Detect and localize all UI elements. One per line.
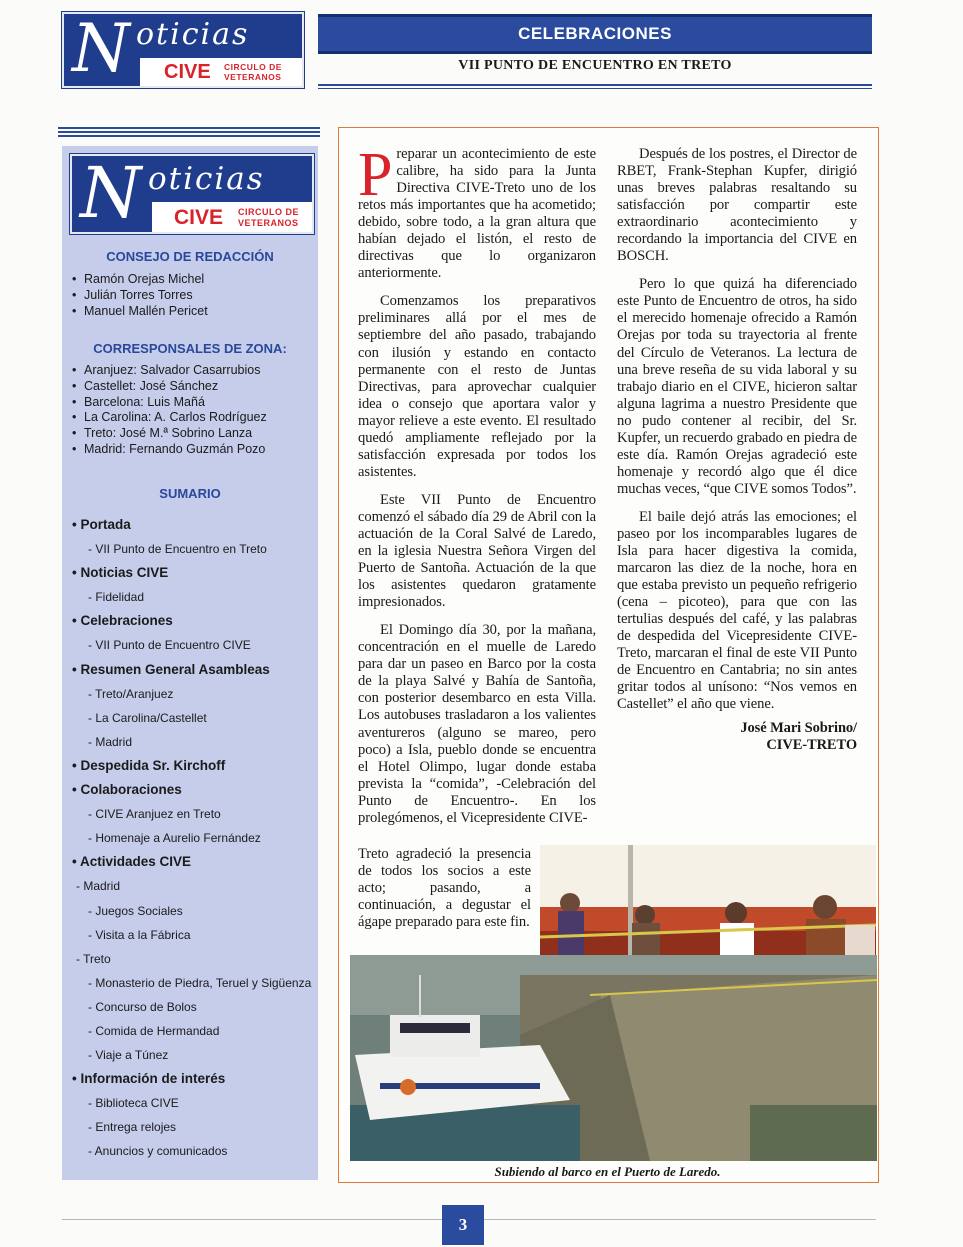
footer-rule-left bbox=[62, 1219, 442, 1220]
article-right-column bbox=[617, 146, 857, 754]
paragraph: Comenzamos los preparativos preliminares allá por el mes de septiembre del año pasado, trabajando con ilusión y estando en contacto permanente con el resto de Juntas Directivas, para aprovechar cualquier idea o consejo que aportara valor y mayor relieve a este evento. El resultado quedó ampliamente reflejado por la satisfacción expresada por todos los asistentes. bbox=[358, 293, 596, 480]
footer-rule-right bbox=[484, 1219, 876, 1220]
sidebar-logo-sub-1: CIRCULO DE bbox=[238, 207, 299, 217]
sumario-item: - Homenaje a Aurelio Fernández bbox=[88, 831, 261, 846]
sidebar-logo-cive: CIVE bbox=[174, 206, 224, 229]
paragraph: Este VII Punto de Encuentro comenzó el sábado día 29 de Abril con la actuación de la Coral Salvé de Laredo, en la iglesia Nuestra Señora Virgen del Puerto de Santoña. Actuación de la que los asistentes quedaron gratamente impresionados. bbox=[358, 491, 596, 611]
sumario-item: • Despedida Sr. Kirchoff bbox=[72, 757, 226, 773]
sumario-item: - Madrid bbox=[88, 734, 133, 749]
sumario-item: - Monasterio de Piedra, Teruel y Sigüenza bbox=[88, 975, 312, 990]
list-item: • Barcelona: Luis Mañá bbox=[72, 394, 205, 409]
sumario-item: - Juegos Sociales bbox=[88, 903, 183, 918]
sumario-item: - Entrega relojes bbox=[88, 1120, 177, 1135]
signature-1: José Mari Sobrino/ bbox=[740, 719, 857, 736]
sumario-item: - La Carolina/Castellet bbox=[88, 710, 207, 725]
group-photo bbox=[540, 845, 876, 957]
sumario-item: - Biblioteca CIVE bbox=[88, 1096, 179, 1111]
sumario-item: - Concurso de Bolos bbox=[88, 999, 197, 1014]
list-item: • Castellet: José Sánchez bbox=[72, 378, 219, 393]
sidebar bbox=[62, 146, 318, 1180]
header-logo bbox=[62, 12, 304, 88]
paragraph: El baile dejó atrás las emociones; el paseo por los incomparables lugares de Isla para hacer digestiva la comida, marcaron las diez de la noche, hora en que estaba previsto un pequeño refrigerio (cena – picoteo), para que con las tertulias después del café, y las palabras de despedida del Vicepresidente CIVE-Treto, marcaran el final de este VII Punto de Encuentro en Cantabria; no sin antes gritar todos al unísono: “Nos vemos en Castellet” el año que viene. bbox=[617, 508, 857, 713]
logo-sub-2: VETERANOS bbox=[224, 72, 282, 82]
sumario-item: - Fidelidad bbox=[88, 590, 145, 605]
sumario-item: - Visita a la Fábrica bbox=[88, 927, 191, 942]
list-item: • Treto: José M.ª Sobrino Lanza bbox=[72, 426, 253, 441]
list-item: • Ramón Orejas Michel bbox=[72, 272, 205, 286]
page-number: 3 bbox=[442, 1205, 484, 1245]
photo-caption: Subiendo al barco en el Puerto de Laredo. bbox=[494, 1164, 721, 1179]
sumario-title: SUMARIO bbox=[159, 486, 221, 501]
sidebar-logo-sub-2: VETERANOS bbox=[238, 218, 299, 228]
list-item: • La Carolina: A. Carlos Rodríguez bbox=[72, 410, 267, 425]
list-item: • Manuel Mallén Pericet bbox=[72, 303, 208, 318]
article-left-column-tail bbox=[358, 846, 531, 942]
drop-cap: P bbox=[358, 141, 393, 209]
boat-photo-image bbox=[350, 955, 877, 1161]
title-rule bbox=[318, 84, 872, 86]
sumario-item: - Treto/Aranjuez bbox=[88, 686, 174, 701]
signature-2: CIVE-TRETO bbox=[766, 736, 857, 753]
paragraph: El Domingo día 30, por la mañana, concentración en el muelle de Laredo para dar un paseo en Barco por la costa de la playa Salvé y Bahía de Santoña, con posterior desembarco en esta Villa. Los autobuses trasladaron a los valientes aventureros (alguno se mareo, pero poco) a Isla, pueblo donde se encuentra el Hotel Olimpo, lugar donde estaba prevista la “comida”, -Celebración del Punto de Encuentro-. En los prolegómenos, el Vicepresidente CIVE- bbox=[358, 622, 596, 826]
sumario-item: - Anuncios y comunicados bbox=[88, 1144, 228, 1159]
boat-photo bbox=[350, 955, 877, 1161]
paragraph: Treto agradeció la presencia de todos los socios a este acto; pasando, a continuación, a degustar el ágape preparado para este fin. bbox=[358, 846, 531, 931]
section-bar: CELEBRACIONES bbox=[318, 14, 872, 54]
sumario-item: - Treto bbox=[76, 951, 111, 966]
sumario-list bbox=[72, 513, 316, 1164]
sidebar-logo bbox=[70, 154, 314, 234]
sumario-item: - Viaje a Túnez bbox=[88, 1048, 169, 1063]
sumario-item: • Información de interés bbox=[72, 1071, 226, 1087]
paragraph: Después de los postres, el Director de RBET, Frank-Stephan Kupfer, dirigió unas breves palabras resaltando su satisfacción por compartir este extraordinario acontecimiento y recordando la importancia del CIVE en BOSCH. bbox=[617, 146, 857, 265]
consejo-title: CONSEJO DE REDACCIÓN bbox=[106, 249, 274, 264]
title-rule-thin bbox=[318, 88, 872, 89]
logo-sub-1: CIRCULO DE bbox=[224, 62, 282, 72]
sumario-item: • Portada bbox=[72, 517, 131, 532]
sumario-item: • Noticias CIVE bbox=[72, 565, 169, 581]
sumario-item: - CIVE Aranjuez en Treto bbox=[88, 807, 221, 822]
sumario-item: • Actividades CIVE bbox=[72, 854, 192, 870]
sumario-item: - VII Punto de Encuentro en Treto bbox=[88, 542, 267, 557]
corresponsales-title: CORRESPONSALES DE ZONA: bbox=[93, 341, 287, 356]
logo-word: oticias bbox=[136, 17, 250, 52]
sumario-item: • Resumen General Asambleas bbox=[72, 661, 270, 677]
article-left-column bbox=[358, 141, 596, 827]
sidebar-top-rules bbox=[58, 127, 320, 139]
sumario-item: • Celebraciones bbox=[72, 613, 173, 629]
logo-letter: N bbox=[72, 10, 130, 87]
sidebar-logo-word: oticias bbox=[148, 161, 265, 197]
sumario-item: - Madrid bbox=[76, 879, 121, 894]
list-item: • Aranjuez: Salvador Casarrubios bbox=[72, 363, 261, 377]
sumario-item: - Comida de Hermandad bbox=[88, 1023, 220, 1038]
article-title: VII PUNTO DE ENCUENTRO EN TRETO bbox=[458, 58, 732, 73]
list-item: • Julián Torres Torres bbox=[72, 287, 193, 302]
corresponsales-list bbox=[72, 363, 312, 458]
sumario-item: - VII Punto de Encuentro CIVE bbox=[88, 638, 251, 653]
consejo-list bbox=[72, 272, 312, 319]
list-item: • Madrid: Fernando Guzmán Pozo bbox=[72, 441, 266, 456]
sidebar-logo-letter: N bbox=[80, 152, 142, 234]
group-photo-image bbox=[540, 845, 876, 957]
sumario-item: • Colaboraciones bbox=[72, 782, 182, 798]
paragraph: Preparar un acontecimiento de este calibre, ha sido para la Junta Directiva CIVE-Treto uno de los retos más importantes que ha acometido; debido, sobre todo, a la gran altura que habían dejado el listón, el resto de directivas que lo organizaron anteriormente. bbox=[358, 141, 596, 282]
paragraph: Pero lo que quizá ha diferenciado este Punto de Encuentro de otros, ha sido el merecido homenaje ofrecido a Ramón Orejas por toda su trayectoria al frente del Círculo de Veteranos. La lectura de una breve reseña de su vida laboral y su trabajo diario en el CIVE, hicieron saltar alguna lagrima a nuestro Presidente que no pudo contener al recibir, del Sr. Kupfer, un recuerdo grabado en piedra de este día. Ramón Orejas agradeció este homenaje y recordó algo que él dice muchas veces, “que CIVE somos Todos”. bbox=[617, 276, 857, 497]
logo-cive: CIVE bbox=[164, 61, 211, 83]
